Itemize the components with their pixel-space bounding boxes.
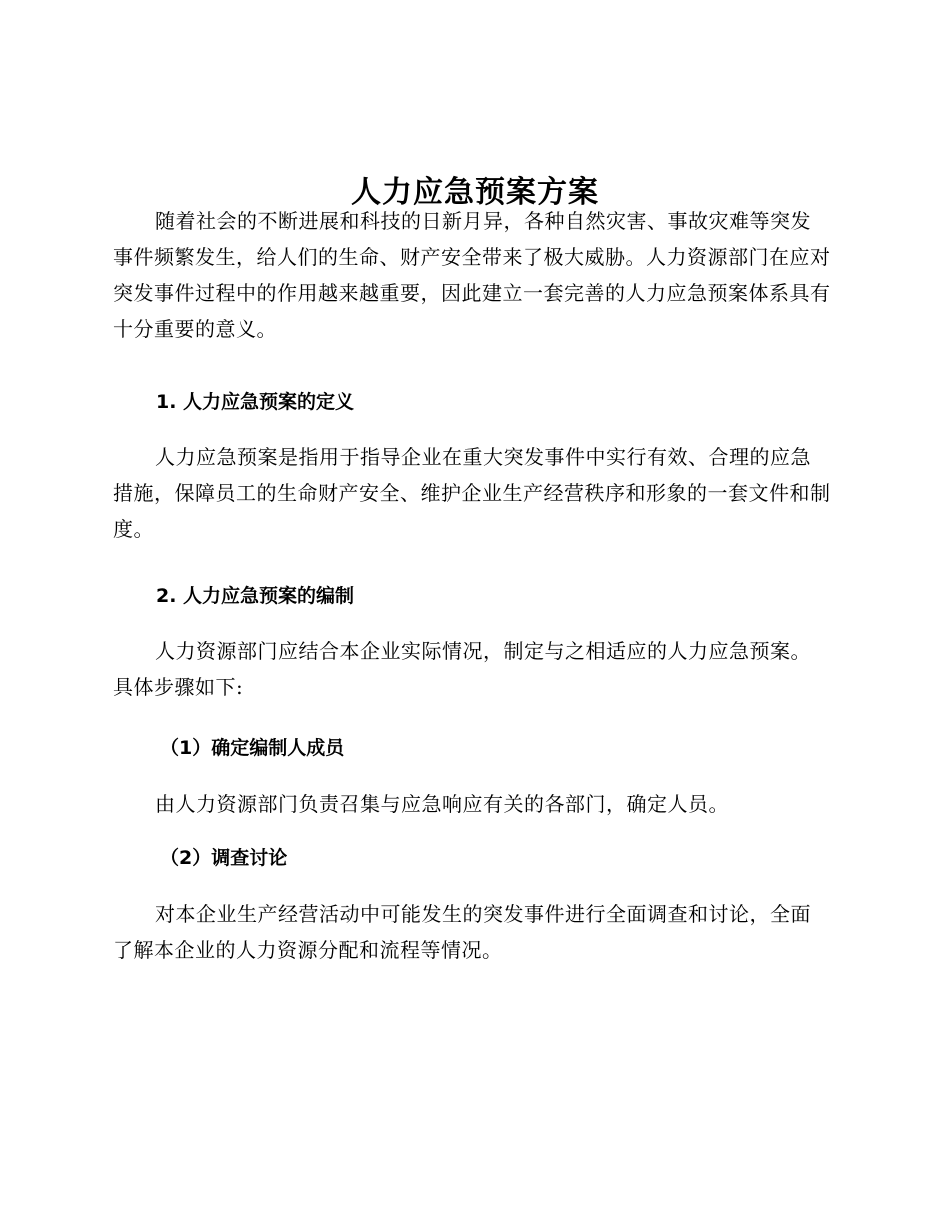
section-1-body: 人力应急预案是指用于指导企业在重大突发事件中实行有效、合理的应急措施，保障员工的生命财产安全、维护企业生产经营秩序和形象的一套文件和制度。 [113, 445, 831, 541]
step-1-body: 由人力资源部门负责召集与应急响应有关的各部门，确定人员。 [155, 792, 729, 816]
step-2-heading: （2）调查讨论 [160, 847, 288, 869]
intro-paragraph: 随着社会的不断进展和科技的日新月异，各种自然灾害、事故灾难等突发事件频繁发生，给人们的生命、财产安全带来了极大威胁。人力资源部门在应对突发事件过程中的作用越来越重要，因此建立一套完善的人力应急预案体系具有十分重要的意义。 [113, 209, 831, 341]
section-2-body: 人力资源部门应结合本企业实际情况，制定与之相适应的人力应急预案。具体步骤如下: [113, 639, 811, 699]
step-1-heading: （1）确定编制人成员 [160, 737, 345, 759]
section-2-heading: 2. 人力应急预案的编制 [156, 585, 355, 607]
step-2-body: 对本企业生产经营活动中可能发生的突发事件进行全面调查和讨论，全面了解本企业的人力资源分配和流程等情况。 [113, 902, 811, 962]
document-title: 人力应急预案方案 [351, 175, 599, 211]
section-1-heading: 1. 人力应急预案的定义 [156, 391, 355, 413]
